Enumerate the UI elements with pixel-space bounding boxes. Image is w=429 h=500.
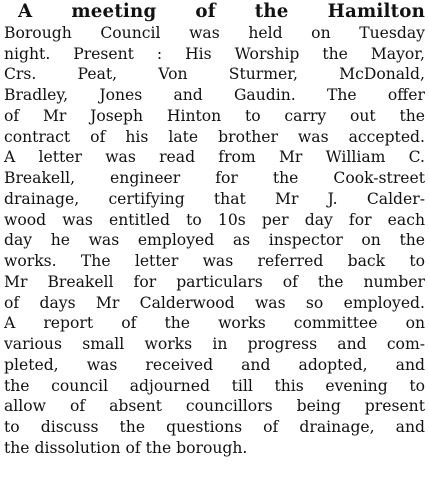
article-headline-line [4, 2, 425, 23]
article-line: works. The letter was referred back to [4, 252, 425, 270]
article-line: Mr Breakell for particulars of the number [4, 272, 425, 291]
article-line: night. Present : His Worship the Mayor, [4, 44, 425, 63]
article-line: wood was entitled to 10s per day for each [4, 210, 425, 229]
article-line: Crs. Peat, Von Sturmer, McDonald, [4, 65, 425, 84]
article-line: Breakell, engineer for the Cook-street [4, 169, 425, 187]
article-line: A letter was read from Mr William C. [4, 148, 425, 167]
article-line: allow of absent councillors being present [4, 397, 425, 416]
article-line: A report of the works committee on [4, 314, 425, 333]
article-line: pleted, was received and adopted, and [4, 355, 425, 374]
article-line: the council adjourned till this evening to [4, 376, 425, 395]
article-line: various small works in progress and com- [4, 335, 425, 353]
article-line: of Mr Joseph Hinton to carry out the [4, 106, 425, 125]
article-line: the dissolution of the borough. [4, 438, 248, 457]
article-line: Bradley, Jones and Gaudin. The offer [4, 86, 425, 104]
article-line: of days Mr Calderwood was so employed. [4, 293, 425, 312]
article-line: to discuss the questions of drainage, and [4, 418, 425, 436]
article-line: contract of his late brother was accepted. [4, 127, 425, 146]
article-headline: A meeting of the Hamilton [18, 2, 425, 22]
article-line: drainage, certifying that Mr J. Calder- [4, 189, 425, 208]
article-line: day he was employed as inspector on the [4, 231, 425, 250]
article-line: Borough Council was held on Tuesday [4, 23, 425, 42]
